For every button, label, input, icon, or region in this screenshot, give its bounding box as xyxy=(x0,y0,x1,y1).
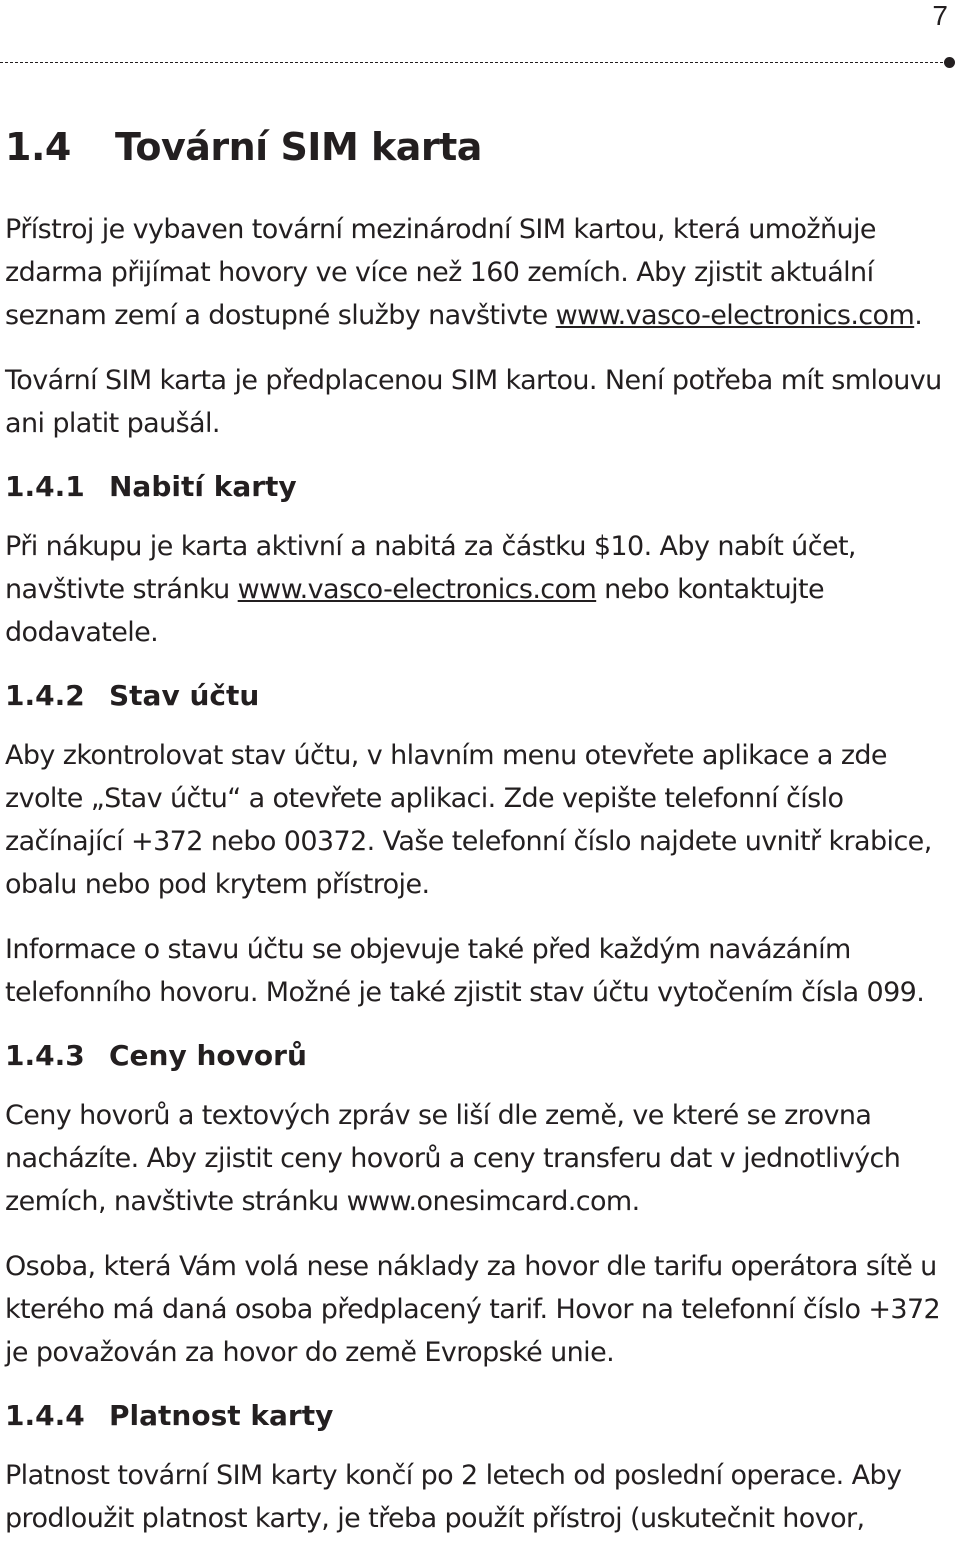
paragraph-caller-costs: Osoba, která Vám volá nese náklady za hovor dle tarifu operátora sítě u kterého má daná osoba předplacený tarif. Hovor na telefonní číslo +372 je považován za hovor do země Evropské unie. xyxy=(5,1251,941,1368)
section-title: Tovární SIM karta xyxy=(115,125,482,169)
page-content xyxy=(5,122,955,1562)
paragraph-balance-check: Aby zkontrolovat stav účtu, v hlavním menu otevřete aplikace a zde zvolte „Stav účtu“ a otevřete aplikaci. Zde vepište telefonní číslo začínající +372 nebo 00372. Vaše telefonní číslo najdete uvnitř krabice, obalu nebo pod krytem přístroje. xyxy=(5,740,932,900)
section-number: 1.4.1 xyxy=(5,470,85,503)
section-number: 1.4.4 xyxy=(5,1399,85,1432)
paragraph-text: . xyxy=(914,300,923,331)
paragraph-text: Při nákupu je karta aktivní a nabitá za částku $10. Aby nabít účet, navštivte stránku xyxy=(5,531,856,605)
paragraph-text: nebo kontaktujte dodavatele. xyxy=(5,574,825,648)
section-heading-1-4 xyxy=(5,122,955,172)
section-heading-1-4-3 xyxy=(5,1036,955,1076)
section-number: 1.4.3 xyxy=(5,1039,85,1072)
paragraph-prepaid: Tovární SIM karta je předplacenou SIM kartou. Není potřeba mít smlouvu ani platit paušál. xyxy=(5,365,942,439)
vasco-link[interactable]: www.vasco-electronics.com xyxy=(555,300,915,331)
paragraph-sim-intro xyxy=(5,208,955,337)
header-rule xyxy=(0,62,948,63)
section-number: 1.4.2 xyxy=(5,679,85,712)
section-title: Platnost karty xyxy=(109,1399,334,1432)
vasco-link[interactable]: www.vasco-electronics.com xyxy=(237,574,597,605)
paragraph-text: Přístroj je vybaven tovární mezinárodní SIM kartou, která umožňuje zdarma přijímat hovory ve více než 160 zemích. Aby zjistit aktuální seznam zemí a dostupné služby navštivte xyxy=(5,214,876,331)
section-title: Ceny hovorů xyxy=(109,1039,307,1072)
paragraph-balance-info: Informace o stavu účtu se objevuje také před každým navázáním telefonního hovoru. Možné je také zjistit stav účtu vytočením čísla 099. xyxy=(5,934,925,1008)
section-heading-1-4-4 xyxy=(5,1396,955,1436)
section-title: Stav účtu xyxy=(109,679,260,712)
section-title: Nabití karty xyxy=(109,470,297,503)
paragraph-call-prices: Ceny hovorů a textových zpráv se liší dle země, ve které se zrovna nacházíte. Aby zjistit ceny hovorů a ceny transferu dat v jednotlivých zemích, navštivte stránku www.onesimcard.com. xyxy=(5,1100,901,1217)
section-heading-1-4-2 xyxy=(5,676,955,716)
page-number: 7 xyxy=(932,0,948,31)
paragraph-validity: Platnost tovární SIM karty končí po 2 letech od poslední operace. Aby prodloužit platnost karty, je třeba použít přístroj (uskutečnit hovor, xyxy=(5,1460,902,1534)
paragraph-recharge xyxy=(5,525,955,654)
section-heading-1-4-1 xyxy=(5,467,955,507)
section-number: 1.4 xyxy=(5,125,71,169)
header-rule-dot xyxy=(944,57,955,68)
